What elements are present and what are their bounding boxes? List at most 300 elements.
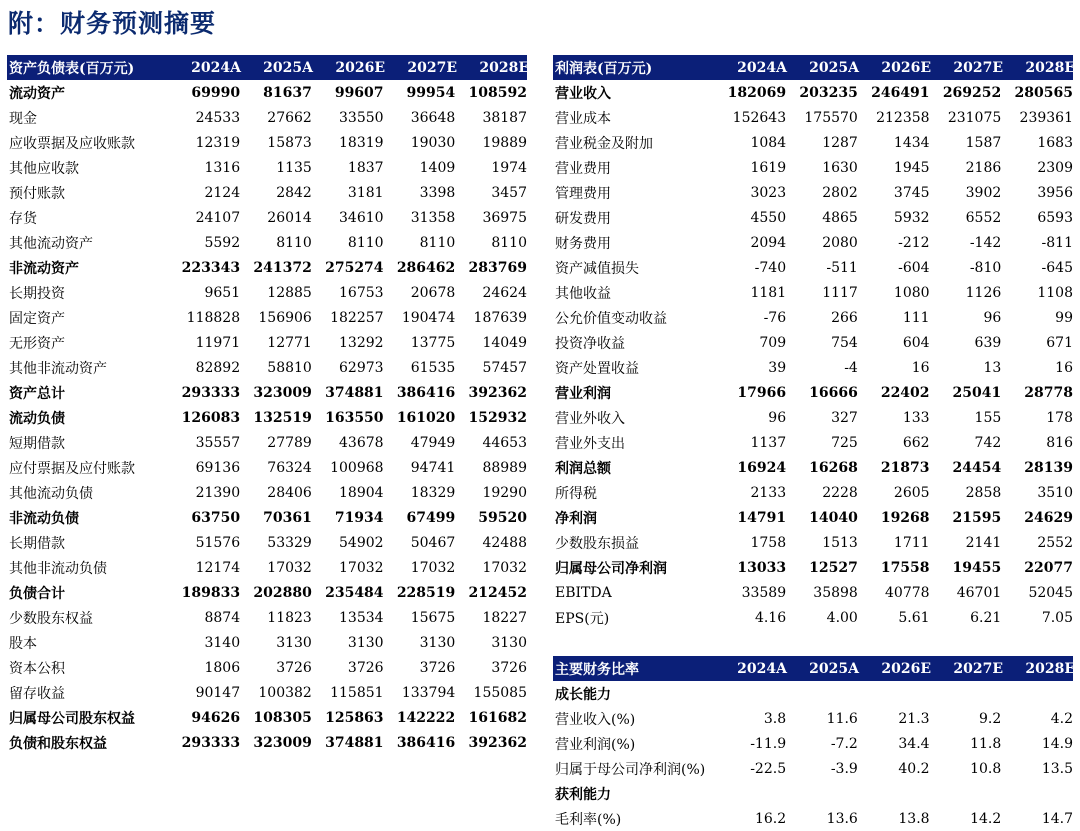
table-row bbox=[7, 105, 527, 130]
cell-value: 1108 bbox=[1037, 284, 1073, 301]
cell-value: 99607 bbox=[334, 84, 384, 101]
page-title: 附：财务预测摘要 bbox=[8, 9, 217, 38]
cell-value: 12885 bbox=[267, 284, 312, 301]
cell-value: 34610 bbox=[339, 209, 384, 226]
row-label: 其他应收款 bbox=[9, 160, 79, 177]
cell-value: 323009 bbox=[253, 384, 312, 401]
row-label: 财务费用 bbox=[555, 235, 611, 252]
year-header: 2024A bbox=[737, 660, 787, 677]
cell-value: 24629 bbox=[1024, 509, 1073, 526]
row-label: 净利润 bbox=[555, 510, 597, 527]
table-row bbox=[7, 130, 527, 155]
table-row bbox=[7, 255, 527, 280]
cell-value: 16 bbox=[911, 359, 930, 376]
cell-value: 8110 bbox=[419, 234, 456, 251]
cell-value: 8110 bbox=[491, 234, 527, 251]
cell-value: 14791 bbox=[737, 509, 787, 526]
row-label: 留存收益 bbox=[9, 685, 65, 702]
cell-value: 57457 bbox=[482, 359, 527, 376]
cell-value: 1711 bbox=[893, 534, 930, 551]
table-row bbox=[7, 505, 527, 530]
cell-value: 96 bbox=[983, 309, 1002, 326]
cell-value: 67499 bbox=[406, 509, 456, 526]
row-label: 营业成本 bbox=[555, 110, 611, 127]
cell-value: 133794 bbox=[401, 684, 456, 701]
cell-value: 94626 bbox=[191, 709, 241, 726]
cell-value: 323009 bbox=[253, 734, 312, 751]
cell-value: 54902 bbox=[339, 534, 384, 551]
cell-value: 1434 bbox=[893, 134, 930, 151]
cell-value: 223343 bbox=[181, 259, 241, 276]
cell-value: 28778 bbox=[1024, 384, 1073, 401]
table-row bbox=[7, 605, 527, 630]
cell-value: 3023 bbox=[750, 184, 787, 201]
row-label: 所得税 bbox=[555, 485, 597, 502]
cell-value: 161020 bbox=[396, 409, 456, 426]
cell-value: -810 bbox=[969, 259, 1002, 276]
row-label: 资产处置收益 bbox=[555, 360, 639, 377]
table-row bbox=[553, 355, 1073, 380]
cell-value: 3.8 bbox=[763, 710, 787, 727]
cell-value: 21.3 bbox=[898, 710, 930, 727]
cell-value: 96 bbox=[768, 409, 787, 426]
cell-value: 11.8 bbox=[970, 735, 1002, 752]
year-header: 2028E bbox=[1025, 59, 1075, 76]
cell-value: 12174 bbox=[195, 559, 241, 576]
cell-value: 63750 bbox=[191, 509, 241, 526]
cell-value: 8874 bbox=[204, 609, 241, 626]
table-row bbox=[7, 555, 527, 580]
cell-value: 189833 bbox=[181, 584, 241, 601]
cell-value: 161682 bbox=[468, 709, 527, 726]
cell-value: 52045 bbox=[1028, 584, 1073, 601]
cell-value: 36975 bbox=[482, 209, 527, 226]
row-label: 成长能力 bbox=[555, 686, 611, 703]
cell-value: 81637 bbox=[263, 84, 312, 101]
cell-value: 50467 bbox=[410, 534, 456, 551]
cell-value: 386416 bbox=[396, 734, 456, 751]
cell-value: 3130 bbox=[419, 634, 456, 651]
cell-value: 1806 bbox=[204, 659, 241, 676]
cell-value: 47949 bbox=[410, 434, 456, 451]
cell-value: 3457 bbox=[491, 184, 527, 201]
cell-value: 3726 bbox=[419, 659, 456, 676]
cell-value: 31358 bbox=[410, 209, 456, 226]
cell-value: 40778 bbox=[885, 584, 930, 601]
cell-value: 10.8 bbox=[970, 760, 1002, 777]
table-row bbox=[553, 180, 1073, 205]
cell-value: 2552 bbox=[1037, 534, 1073, 551]
cell-value: 3140 bbox=[204, 634, 241, 651]
table-row bbox=[7, 405, 527, 430]
cell-value: 1619 bbox=[750, 159, 787, 176]
table-row bbox=[553, 706, 1073, 731]
table-row bbox=[553, 230, 1073, 255]
cell-value: 203235 bbox=[799, 84, 858, 101]
cell-value: 182257 bbox=[330, 309, 384, 326]
cell-value: 3726 bbox=[491, 659, 527, 676]
row-label: 长期借款 bbox=[9, 535, 65, 552]
cell-value: 46701 bbox=[956, 584, 1002, 601]
row-label: 股本 bbox=[9, 635, 37, 652]
row-label: 负债和股东权益 bbox=[9, 735, 107, 752]
cell-value: 754 bbox=[831, 334, 858, 351]
cell-value: 142222 bbox=[396, 709, 456, 726]
cell-value: 2802 bbox=[822, 184, 858, 201]
cell-value: 62973 bbox=[339, 359, 384, 376]
header-label: 利润表(百万元) bbox=[555, 60, 653, 77]
cell-value: 175570 bbox=[804, 109, 858, 126]
balance-sheet-table bbox=[7, 80, 527, 755]
table-row bbox=[553, 806, 1073, 831]
cell-value: 44653 bbox=[482, 434, 527, 451]
cell-value: 58810 bbox=[267, 359, 312, 376]
cell-value: 2094 bbox=[750, 234, 787, 251]
cell-value: 1316 bbox=[204, 159, 241, 176]
table-row bbox=[553, 80, 1073, 105]
row-label: 营业收入(%) bbox=[555, 711, 636, 728]
year-header: 2025A bbox=[263, 59, 313, 76]
cell-value: 2124 bbox=[204, 184, 241, 201]
cell-value: 671 bbox=[1046, 334, 1073, 351]
cell-value: 5.61 bbox=[898, 609, 930, 626]
cell-value: 1630 bbox=[822, 159, 858, 176]
table-row bbox=[7, 680, 527, 705]
row-label: 短期借款 bbox=[9, 435, 65, 452]
table-row bbox=[7, 155, 527, 180]
year-header: 2024A bbox=[737, 59, 787, 76]
cell-value: 16 bbox=[1055, 359, 1073, 376]
table-row bbox=[553, 505, 1073, 530]
cell-value: 21873 bbox=[880, 459, 930, 476]
table-row bbox=[553, 781, 1073, 806]
row-label: 营业外收入 bbox=[555, 410, 625, 427]
cell-value: 327 bbox=[831, 409, 858, 426]
year-header: 2026E bbox=[335, 59, 385, 76]
cell-value: 11823 bbox=[267, 609, 312, 626]
cell-value: 3510 bbox=[1037, 484, 1073, 501]
cell-value: 709 bbox=[759, 334, 787, 351]
table-row bbox=[7, 305, 527, 330]
cell-value: 71934 bbox=[334, 509, 384, 526]
cell-value: 100968 bbox=[330, 459, 384, 476]
cell-value: 17966 bbox=[737, 384, 787, 401]
year-header: 2026E bbox=[881, 660, 931, 677]
cell-value: 2080 bbox=[822, 234, 858, 251]
year-header: 2026E bbox=[881, 59, 931, 76]
table-row bbox=[7, 380, 527, 405]
table-row bbox=[553, 280, 1073, 305]
cell-value: 14.9 bbox=[1041, 735, 1073, 752]
cell-value: 132519 bbox=[253, 409, 312, 426]
row-label: 营业利润 bbox=[555, 385, 611, 402]
cell-value: 4.00 bbox=[826, 609, 858, 626]
cell-value: 13.5 bbox=[1041, 760, 1073, 777]
table-row bbox=[7, 280, 527, 305]
cell-value: 18329 bbox=[410, 484, 456, 501]
table-row bbox=[7, 480, 527, 505]
cell-value: 115851 bbox=[330, 684, 384, 701]
cell-value: 293333 bbox=[181, 734, 241, 751]
table-row bbox=[7, 355, 527, 380]
cell-value: 100382 bbox=[258, 684, 312, 701]
balance-sheet-header bbox=[7, 55, 527, 80]
cell-value: 178 bbox=[1046, 409, 1073, 426]
cell-value: 4865 bbox=[822, 209, 858, 226]
row-label: 非流动资产 bbox=[9, 260, 79, 277]
cell-value: 13292 bbox=[339, 334, 384, 351]
row-label: 应收票据及应收账款 bbox=[9, 135, 135, 152]
cell-value: 53329 bbox=[267, 534, 312, 551]
row-label: 营业收入 bbox=[555, 85, 611, 102]
cell-value: 639 bbox=[974, 334, 1002, 351]
cell-value: -604 bbox=[898, 259, 930, 276]
year-header: 2025A bbox=[809, 660, 859, 677]
cell-value: 70361 bbox=[263, 509, 312, 526]
table-row bbox=[7, 80, 527, 105]
cell-value: 21390 bbox=[195, 484, 241, 501]
cell-value: 24107 bbox=[195, 209, 241, 226]
cell-value: 19268 bbox=[880, 509, 930, 526]
table-row bbox=[553, 380, 1073, 405]
year-header: 2028E bbox=[479, 59, 529, 76]
cell-value: 246491 bbox=[871, 84, 930, 101]
cell-value: 1135 bbox=[276, 159, 312, 176]
row-label: 应付票据及应付账款 bbox=[9, 460, 135, 477]
cell-value: 6552 bbox=[965, 209, 1002, 226]
cell-value: 3726 bbox=[347, 659, 384, 676]
table-row bbox=[7, 230, 527, 255]
cell-value: 24533 bbox=[195, 109, 241, 126]
cell-value: 22402 bbox=[880, 384, 930, 401]
cell-value: 241372 bbox=[253, 259, 312, 276]
cell-value: 374881 bbox=[325, 734, 384, 751]
cell-value: 15675 bbox=[410, 609, 456, 626]
cell-value: -511 bbox=[826, 259, 858, 276]
cell-value: 22077 bbox=[1024, 559, 1073, 576]
table-row bbox=[7, 455, 527, 480]
cell-value: 19290 bbox=[482, 484, 527, 501]
cell-value: 212358 bbox=[876, 109, 930, 126]
cell-value: 1513 bbox=[822, 534, 858, 551]
table-row bbox=[7, 655, 527, 680]
cell-value: 374881 bbox=[325, 384, 384, 401]
cell-value: 228519 bbox=[396, 584, 456, 601]
table-row bbox=[553, 555, 1073, 580]
row-label: 资产减值损失 bbox=[555, 260, 639, 277]
cell-value: 36648 bbox=[410, 109, 456, 126]
cell-value: 18227 bbox=[482, 609, 527, 626]
cell-value: 8110 bbox=[347, 234, 384, 251]
cell-value: 88989 bbox=[482, 459, 527, 476]
row-label: 营业费用 bbox=[555, 160, 611, 177]
cell-value: 2186 bbox=[965, 159, 1002, 176]
table-row bbox=[553, 405, 1073, 430]
cell-value: 1287 bbox=[822, 134, 858, 151]
cell-value: 1084 bbox=[750, 134, 787, 151]
cell-value: 11.6 bbox=[826, 710, 858, 727]
ratios-table bbox=[553, 681, 1073, 831]
cell-value: 5932 bbox=[893, 209, 930, 226]
cell-value: 1945 bbox=[893, 159, 930, 176]
cell-value: 17032 bbox=[267, 559, 312, 576]
cell-value: 3956 bbox=[1037, 184, 1073, 201]
cell-value: 1409 bbox=[419, 159, 456, 176]
cell-value: 42488 bbox=[482, 534, 527, 551]
cell-value: 725 bbox=[831, 434, 858, 451]
cell-value: 3130 bbox=[347, 634, 384, 651]
cell-value: 108305 bbox=[253, 709, 312, 726]
cell-value: 17032 bbox=[482, 559, 527, 576]
cell-value: 33550 bbox=[339, 109, 384, 126]
row-label: 其他流动负债 bbox=[9, 485, 93, 502]
row-label: 现金 bbox=[9, 110, 37, 127]
cell-value: 269252 bbox=[942, 84, 1002, 101]
cell-value: -811 bbox=[1041, 234, 1073, 251]
cell-value: 12771 bbox=[267, 334, 312, 351]
cell-value: 8110 bbox=[276, 234, 312, 251]
cell-value: 231075 bbox=[947, 109, 1002, 126]
cell-value: 33589 bbox=[741, 584, 787, 601]
cell-value: 94741 bbox=[410, 459, 456, 476]
cell-value: 293333 bbox=[181, 384, 241, 401]
cell-value: -22.5 bbox=[750, 760, 787, 777]
row-label: 利润总额 bbox=[555, 460, 611, 477]
cell-value: 15873 bbox=[267, 134, 312, 151]
row-label: 存货 bbox=[9, 210, 37, 227]
cell-value: 82892 bbox=[195, 359, 241, 376]
row-label: 其他非流动负债 bbox=[9, 560, 107, 577]
cell-value: 1683 bbox=[1037, 134, 1073, 151]
cell-value: 59520 bbox=[478, 509, 527, 526]
cell-value: -142 bbox=[969, 234, 1002, 251]
cell-value: 3745 bbox=[893, 184, 930, 201]
row-label: 其他流动资产 bbox=[9, 235, 93, 252]
row-label: 固定资产 bbox=[9, 310, 65, 327]
cell-value: 1587 bbox=[965, 134, 1002, 151]
cell-value: 152643 bbox=[732, 109, 787, 126]
cell-value: 12319 bbox=[195, 134, 241, 151]
cell-value: 163550 bbox=[325, 409, 384, 426]
row-label: 营业利润(%) bbox=[555, 736, 636, 753]
table-row bbox=[553, 255, 1073, 280]
cell-value: 392362 bbox=[468, 734, 527, 751]
cell-value: 2605 bbox=[893, 484, 930, 501]
year-header: 2027E bbox=[953, 59, 1003, 76]
row-label: EPS(元) bbox=[555, 610, 610, 627]
cell-value: 3398 bbox=[419, 184, 456, 201]
cell-value: 43678 bbox=[339, 434, 384, 451]
cell-value: -76 bbox=[763, 309, 787, 326]
cell-value: 13 bbox=[983, 359, 1002, 376]
cell-value: 2228 bbox=[822, 484, 858, 501]
row-label: 营业税金及附加 bbox=[555, 135, 653, 152]
row-label: 少数股东损益 bbox=[555, 535, 639, 552]
table-row bbox=[7, 705, 527, 730]
cell-value: 35898 bbox=[813, 584, 858, 601]
cell-value: -645 bbox=[1041, 259, 1073, 276]
cell-value: 35557 bbox=[195, 434, 241, 451]
cell-value: 18319 bbox=[339, 134, 384, 151]
cell-value: 1126 bbox=[965, 284, 1002, 301]
table-row bbox=[7, 530, 527, 555]
table-row bbox=[7, 330, 527, 355]
cell-value: 19455 bbox=[952, 559, 1002, 576]
cell-value: 21595 bbox=[952, 509, 1002, 526]
cell-value: 2842 bbox=[276, 184, 312, 201]
cell-value: 18904 bbox=[339, 484, 384, 501]
row-label: 归属于母公司净利润(%) bbox=[555, 761, 706, 778]
cell-value: 9651 bbox=[204, 284, 241, 301]
cell-value: 126083 bbox=[181, 409, 241, 426]
cell-value: 13033 bbox=[737, 559, 787, 576]
year-header: 2024A bbox=[191, 59, 241, 76]
cell-value: 286462 bbox=[396, 259, 456, 276]
year-header: 2027E bbox=[407, 59, 457, 76]
table-row bbox=[553, 130, 1073, 155]
table-row bbox=[553, 455, 1073, 480]
cell-value: 90147 bbox=[195, 684, 241, 701]
cell-value: 16666 bbox=[809, 384, 858, 401]
cell-value: 152932 bbox=[468, 409, 527, 426]
cell-value: 1080 bbox=[893, 284, 930, 301]
cell-value: 2141 bbox=[965, 534, 1002, 551]
cell-value: 24454 bbox=[952, 459, 1002, 476]
table-row bbox=[553, 530, 1073, 555]
year-header: 2027E bbox=[953, 660, 1003, 677]
cell-value: 13.6 bbox=[826, 810, 858, 827]
table-row bbox=[7, 630, 527, 655]
cell-value: 190474 bbox=[401, 309, 456, 326]
table-row bbox=[7, 205, 527, 230]
cell-value: 20678 bbox=[410, 284, 456, 301]
cell-value: 125863 bbox=[325, 709, 384, 726]
ratios-header bbox=[553, 656, 1073, 681]
cell-value: 24624 bbox=[482, 284, 527, 301]
cell-value: 3181 bbox=[347, 184, 384, 201]
cell-value: 3130 bbox=[491, 634, 527, 651]
cell-value: 61535 bbox=[410, 359, 456, 376]
cell-value: 16268 bbox=[809, 459, 858, 476]
row-label: 预付账款 bbox=[9, 185, 65, 202]
cell-value: 69990 bbox=[191, 84, 241, 101]
cell-value: 816 bbox=[1046, 434, 1073, 451]
year-header: 2025A bbox=[809, 59, 859, 76]
cell-value: 266 bbox=[831, 309, 858, 326]
cell-value: 3726 bbox=[276, 659, 312, 676]
row-label: 其他收益 bbox=[555, 285, 611, 302]
cell-value: 4.2 bbox=[1050, 710, 1073, 727]
cell-value: -3.9 bbox=[830, 760, 858, 777]
cell-value: 40.2 bbox=[898, 760, 930, 777]
cell-value: 99954 bbox=[406, 84, 456, 101]
cell-value: 39 bbox=[768, 359, 787, 376]
cell-value: 280565 bbox=[1014, 84, 1073, 101]
cell-value: 12527 bbox=[809, 559, 858, 576]
cell-value: 182069 bbox=[727, 84, 787, 101]
cell-value: 6.21 bbox=[970, 609, 1002, 626]
row-label: 投资净收益 bbox=[555, 335, 625, 352]
income-statement-table bbox=[553, 80, 1073, 630]
cell-value: -4 bbox=[844, 359, 858, 376]
cell-value: 239361 bbox=[1019, 109, 1073, 126]
cell-value: 392362 bbox=[468, 384, 527, 401]
cell-value: 1137 bbox=[750, 434, 787, 451]
row-label: 获利能力 bbox=[555, 786, 611, 803]
income-statement-header bbox=[553, 55, 1073, 80]
row-label: 少数股东权益 bbox=[9, 610, 93, 627]
cell-value: 4.16 bbox=[754, 609, 787, 626]
